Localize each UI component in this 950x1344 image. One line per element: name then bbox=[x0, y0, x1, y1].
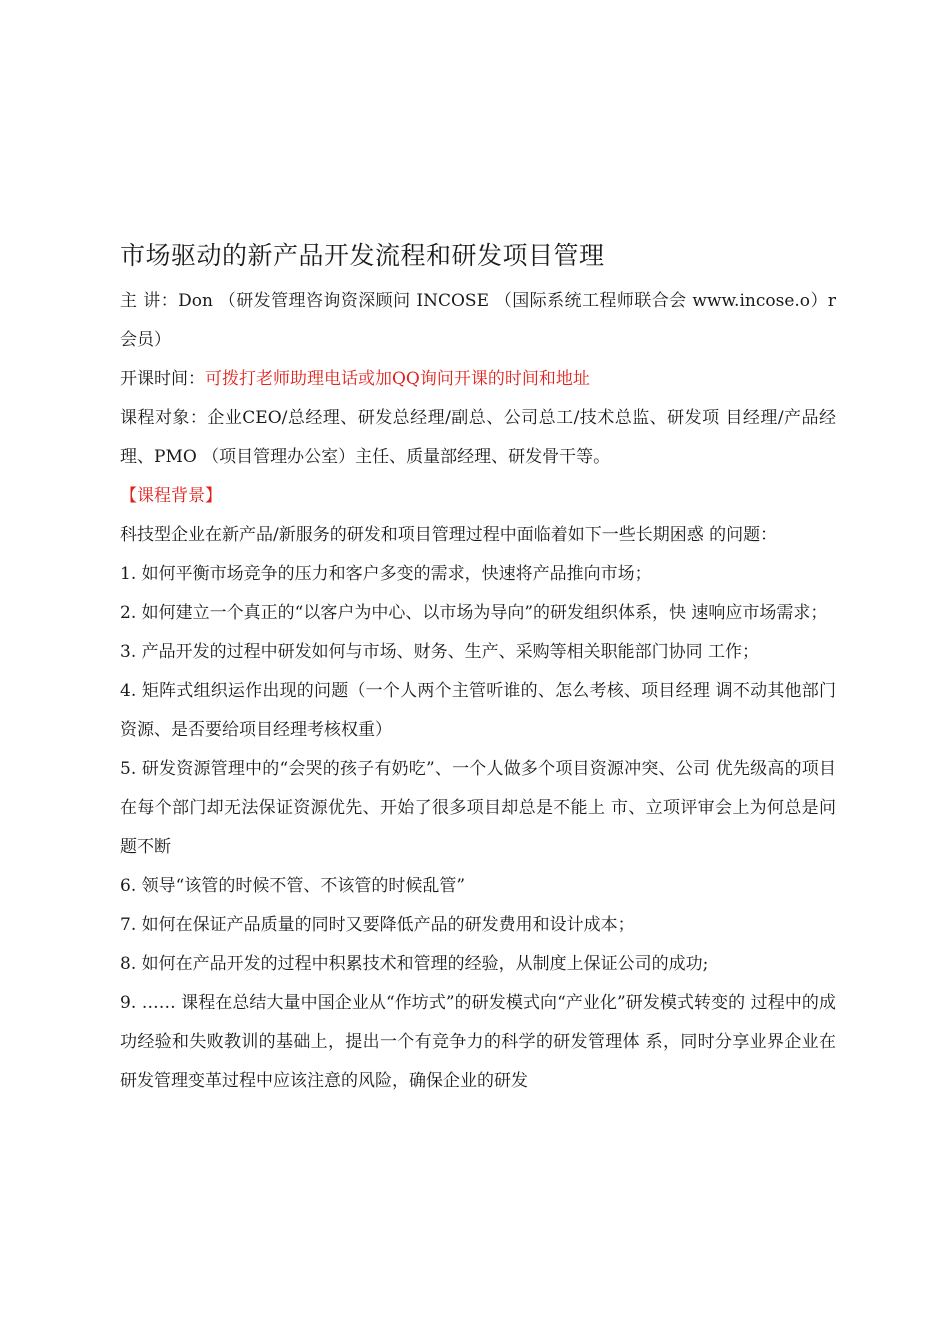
list-item: 3. 产品开发的过程中研发如何与市场、财务、生产、采购等相关职能部门协同 工作； bbox=[120, 642, 760, 662]
list-item: 8. 如何在产品开发的过程中积累技术和管理的经验，从制度上保证公司的成功; bbox=[120, 954, 709, 974]
audience-text: 企业CEO/总经理、研发总经理/副总、公司总工/技术总监、研发项 目经理/产品经理、PMO （项目管理办公室）主任、质量部经理、研发骨干等。 bbox=[120, 408, 836, 467]
lecturer-line bbox=[120, 282, 836, 360]
schedule-label: 开课时间： bbox=[120, 369, 205, 389]
lecturer-label: 主 讲： bbox=[120, 291, 179, 311]
audience-line bbox=[120, 399, 836, 477]
list-item: 1. 如何平衡市场竞争的压力和客户多变的需求，快速将产品推向市场； bbox=[120, 564, 652, 584]
document-title: 市场驱动的新产品开发流程和研发项目管理 bbox=[120, 241, 605, 270]
schedule-text: 可拨打老师助理电话或加QQ询问开课的时间和地址 bbox=[205, 369, 590, 389]
intro-paragraph: 科技型企业在新产品/新服务的研发和项目管理过程中面临着如下一些长期困惑 的问题： bbox=[120, 525, 778, 545]
list-item: 9. …… 课程在总结大量中国企业从“作坊式”的研发模式向“产业化”研发模式转变的 过程中的成功经验和失败教训的基础上，提出一个有竞争力的科学的研发管理体 系，同时分享业界企业在研发管理变革过程中应该注意的风险，确保企业的研发 bbox=[120, 993, 836, 1091]
lecturer-text: Don （研发管理咨询资深顾问 INCOSE （国际系统工程师联合会 www.incose.o）r 会员） bbox=[120, 291, 837, 350]
background-heading: 【课程背景】 bbox=[120, 486, 222, 506]
list-item: 6. 领导“该管的时候不管、不该管的时候乱管” bbox=[120, 876, 466, 896]
list-item: 4. 矩阵式组织运作出现的问题（一个人两个主管听谁的、怎么考核、项目经理 调不动其他部门资源、是否要给项目经理考核权重） bbox=[120, 681, 836, 740]
list-item: 5. 研发资源管理中的“会哭的孩子有奶吃”、一个人做多个项目资源冲突、公司 优先级高的项目在每个部门却无法保证资源优先、开始了很多项目却总是不能上 市、立项评审会上为何总是问题不断 bbox=[120, 759, 836, 857]
document-page bbox=[120, 236, 836, 1101]
audience-label: 课程对象： bbox=[120, 408, 208, 428]
list-item: 2. 如何建立一个真正的“以客户为中心、以市场为导向”的研发组织体系，快 速响应市场需求； bbox=[120, 603, 828, 623]
schedule-line bbox=[120, 360, 836, 399]
list-item: 7. 如何在保证产品质量的同时又要降低产品的研发费用和设计成本； bbox=[120, 915, 635, 935]
